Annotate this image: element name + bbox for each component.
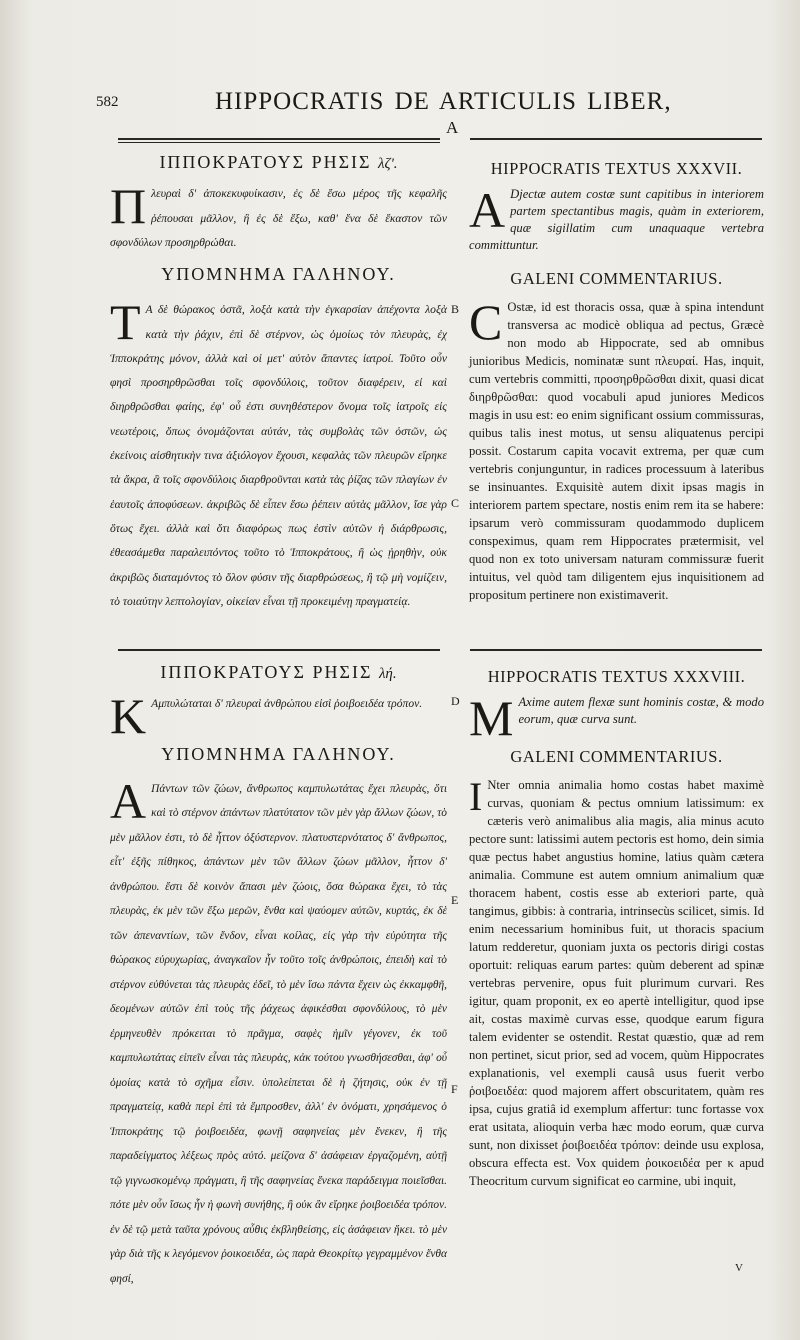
drop-capital: Τ (110, 294, 141, 351)
rule-top-left-thin (118, 142, 440, 143)
page-number: 582 (96, 94, 119, 110)
greek-section-38 (110, 660, 447, 745)
drop-capital: C (469, 294, 503, 350)
drop-capital: Α (110, 772, 147, 829)
catchword: V (735, 1262, 743, 1274)
greek-section-heading: ΙΠΠΟΚΡΑΤΟΥΣ ΡΗΣΙΣ λή. (160, 662, 397, 682)
latin-section-38 (469, 667, 764, 746)
latin-section-37 (469, 160, 764, 254)
greek-commentary-38 (110, 742, 447, 1291)
commentary-heading: GALENI COMMENTARIUS. (510, 747, 723, 766)
latin-commentary-paragraph: I Nter omnia animalia homo costas habet maximè curvas, quoniam & pectus omnium latissimum: ex cæteris verò animalibus alia magis, alia minus acuto pectore sunt: latissimi autem pectoris est homo, dein simia quæ pectus habet angustius homine, latius quàm cætera animalia. Commune est autem omnium animalium quæ thoracem habent, costis esse ab exteriori parte, quà tangimus, gibbis: à contraria, intrinsecùs scilicet, simis. Id enim necessarium hominibus fuit, ut thoracis spacium latum redderetur, quoniam juxta os pectoris dirigi costas oportuit: reliquas earum partes: quùm deberent ad spinæ vertebras pervenire, opus fuit plurimum curvari. Res igitur, quam proponit, ex eo apertè intelligitur, quod ipse ait, costas maximè curvas esse, quodque earum figura talem evidenter se ostendit. Restat quæstio, quæ ad rem non pertinet, sicut prior, sed ad vocem, quùm Hippocrates explanationis, vel exempli causâ usus fuerit verbo ῥοιβοειδέα: quod majorem affert obscuritatem, quàm res ipsa, cujus gratiâ id exemplum affertur: tunc fortasse vox erat usitata, alioquin verba hæc modo eorum, quæ curva sunt, non dixisset ῥοιβοειδέα τρόπον: deinde usu explosa, obscura effecta est. Vox quidem ῥοικοειδέα per κ apud Theocritum curvum significat eo carmine, ubi inquit, (469, 774, 764, 1188)
latin-section-heading: HIPPOCRATIS TEXTUS XXXVII. (490, 159, 743, 178)
greek-section-37 (110, 150, 447, 255)
latin-text-paragraph: M Axime autem flexæ sunt hominis costæ, & modo eorum, quæ curva sunt. (469, 690, 764, 746)
greek-section-heading: ΙΠΠΟΚΡΑΤΟΥΣ ΡΗΣΙΣ λζ'. (159, 152, 398, 172)
rule-top-right (470, 138, 762, 140)
drop-capital: Π (110, 178, 147, 235)
margin-letter-f: F (451, 1082, 458, 1096)
rule-mid-left (118, 649, 440, 651)
commentary-heading: GALENI COMMENTARIUS. (510, 269, 723, 288)
greek-commentary-37 (110, 262, 447, 614)
commentary-heading: ΥΠΟΜΝΗΜΑ ΓΑΛΗΝΟΥ. (161, 264, 396, 284)
signature-mark: A (446, 118, 459, 137)
latin-commentary-38 (469, 748, 764, 1190)
drop-capital: A (469, 182, 506, 238)
margin-letter-b: B (451, 302, 460, 316)
greek-text-paragraph: Πλευραὶ δ' ἀποκεκυφυίκασιν, ἐς δὲ ἔσω μέρος τῆς κεφαλῆς ῥέπουσαι μᾶλλον, ἢ ἐς δὲ ἔξω, καθ' ἕνα δὲ ἕκαστον τῶν σφονδύλων προσηρθρώθαι. (110, 178, 447, 249)
running-title: HIPPOCRATIS DE ARTICULIS LIBER, (215, 88, 672, 115)
drop-capital: Κ (110, 688, 147, 745)
latin-commentary-paragraph: C Ostæ, id est thoracis ossa, quæ à spina intendunt transversa ac modicè obliqua ad pectus, Græcè non modo ab Hippocrate, sed ab omnibus junioribus Medicis, nominatæ sunt πλευραί. Has, inquit, cum vertebris committi, προσηρθρῶσθαι dixit, quasi dicat διηρθρῶσθαι: quod vocabuli apud juniores Medicos magis in usu est: eo enim significant ossium commissuras, quibus talis inest motus, ut sensu aliquatenus percipi possit. Costarum capita vocavit extrema, per quæ cum vertebris conjunguntur, in radices processuum à lateribus se insinuantes. Exquisitè autem dixit ipsas magis in interiorem partem spectare, nostis enim rem ita se habere: ipsarum verò commissuram quodammodo duplicem conspeximus, quam rem Hippocrates prætermisit, vel quod non ex toto universam naturam commissuræ fuerit intuitus, vel quòd tam diligentem ejus inquisitionem ad propositum pertinere non existimaverit. (469, 294, 764, 602)
margin-letter-e: E (451, 893, 459, 907)
latin-commentary-37 (469, 270, 764, 604)
rule-top-left (118, 138, 440, 140)
margin-letter-c: C (451, 496, 460, 510)
rule-mid-right (470, 649, 762, 651)
drop-capital: M (469, 690, 514, 746)
greek-commentary-paragraph: Α Πάντων τῶν ζώων, ἄνθρωπος καμπυλωτάτας ἔχει πλευρὰς, ὅτι καὶ τὸ στέρνον ἀπάντων πλατύτατον τῶν μὲν γὰρ ἄλλων ζώων, τὸ μὲν μᾶλλον ἐστι, τὸ δὲ ἧττον ὀξύστερνον. πλατυστερνότατος δ' ἄνθρωπος, εἶτ' ἐξῆς πίθηκος, ἁπάντων μὲν τῶν ἄλλων ζώων μᾶλλον, ἧττον δ' ἀνθρώπου. ἔστι δὲ κοινὸν ἅπασι μὲν ζώοις, ὅσα θώρακα ἔχει, τὸ τὰς πλευρὰς, ἐκ μὲν τῶν ἔξω μερῶν, ἔνθα καὶ ψαύομεν αὐτῶν, κυρτάς, ἐκ δὲ τῶν ἀπεναντίων, τῶν ἔνδον, εἶναι κοίλας, εἰς γὰρ τὴν εὐρύτητα τῆς θώρακος εὐρυχωρίας, ἀναγκαῖον ἦν τοῦτο τοῖς ἀνθρώποις, ἐπειδὴ καὶ τὸ στέρνον εὐθύνεται τὰς πλευρὰς ἐδεῖ, τὸ μὲν ἴσω πάντα ἔχειν ὡς ἐκκαμφθῆ, δεομένων αὐτῶν ἐπὶ τοὺς τῆς ῥάχεως ἀφικέσθαι σφονδύλους, τὸ μὲν ἐρμηνευθὲν πρόκειται τὸ πρᾶγμα, σαφὲς ἡμῖν γέγονεν, ἐκ τοῦ καμπυλωτάτας εἰπεῖν εἶναι τὰς πλευρὰς, κἀκ τούτου γνωσθήσεσθαι, ἀφ' οὗ ὁμοίας κατὰ τὸ σχῆμα εἶσιν. ὑπολείπεται δὲ ἡ ζήτησις, οὐκ ἐν τῇ πραγματείᾳ, καθὰ περὶ ἐπὶ τὰ ἔμπροσθεν, ἀλλ' ἐν ὀνόματι, χρησάμενος ὁ Ἱπποκράτης τῷ ῥοιβοειδέα, φωνῇ σαφηνείας μὲν ἕνεκεν, ἢ τῆς παραδείγματος λέξεως πρὸς αὐτό. μείζονα δ' ἀσάφειαν ἐργαζομένη, αὐτῇ τῷ γιγνωσκομένῳ πράγματι, ἢ τῆς σαφηνείας ἕνεκα παράδειγμα ποιεῖσθαι. πότε μὲν οὖν ἴσως ἦν ἡ φωνὴ συνήθης, ἢ οὐκ ἂν εἴρηκε ῥοιβοειδέα τρόπον. ἐν δὲ τῷ μετὰ ταῦτα χρόνους αὖθις ἐκβληθείσης, εἰς ἀσάφειαν ἥκει. τὸ μὲν γὰρ διὰ τῆς κ λεγόμενον ῥοικοειδέα, ὡς παρὰ Θεοκρίτῳ γεγραμμένον ἔνθα φησί, (110, 772, 447, 1285)
latin-section-heading: HIPPOCRATIS TEXTUS XXXVIII. (487, 667, 746, 686)
greek-text-paragraph: Κ Αμπυλώταται δ' πλευραὶ ἀνθρώπου εἰσὶ ῥοιβοειδέα τρόπον. (110, 688, 423, 745)
greek-commentary-paragraph: Τ Α δὲ θώρακος ὀστᾶ, λοξὰ κατὰ τὴν ἐγκαρσίαν ἀπέχοντα λοξὰ κατὰ τὴν ῥάχιν, ἐπὶ δὲ στέρνον, ὡς ὁμοίως τὸν πλευρὰς, ἐχ Ἱπποκράτης μόνον, ἀλλὰ καὶ οἱ μετ' αὐτὸν ἅπαντες ἰατροί. Τοῦτο οὖν φησὶ προσηρθρῶσθαι τοῖς σφονδύλοις, τοῦτον διαφέρειν, εἰ καὶ διηρθρῶσθαι φαίης, ἐφ' οὗ ἐστι συνηθέστερον ὄνομα τοῖς ἰατροῖς εἰς νεωτέροις, ὅπως ὀνομάζονται αὐτάν, τὰς συμβολὰς τῶν ὀστῶν, ὡς ἐκείνοις αἰσθητικὴν τινα ἀξιόλογον ἔχουσι, κεφαλὰς τῶν πλευρῶν εἴρηκε τὰ ἄκρα, ἃ τοῖς σφονδύλοις διαρθροῦνται κατὰ τὰς ῥίζας τῶν πλαγίων ἐν ἑαυτοῖς ἀποφύσεων. ἀκριβῶς δὲ εἶπεν ἔσω ῥέπειν αὐτὰς μᾶλλον, ἴσε γὰρ ὅτως ἔχει. ἀλλὰ καὶ ὅτι διαφόρως πως ἐστὶν αὐτῶν ἡ διάρθρωσις, ἐθεασάμεθα παραλειπόντος τοῦτο τὸ Ἱπποκράτους, ἢ ὡς ᾐρηθὴν, οὐκ ἀκριβῶς διαταμόντος τὸ ὅλον φύσιν τῆς διαρθρώσεως, ἢ τῷ μὴ νομίζειν, τὸ τοιαύτην λεπτολογίαν, οἰκείαν εἶναι τῇ προκειμένῃ πραγματείᾳ. (110, 294, 447, 608)
margin-letter-d: D (451, 694, 460, 708)
latin-text-paragraph: A Djectæ autem costæ sunt capitibus in interiorem partem spectantibus magis, quàm in exteriorem, quæ sigillatim cum unaquaque vertebra committuntur. (469, 182, 764, 252)
commentary-heading: ΥΠΟΜΝΗΜΑ ΓΑΛΗΝΟΥ. (161, 744, 396, 764)
drop-capital: I (469, 774, 483, 819)
